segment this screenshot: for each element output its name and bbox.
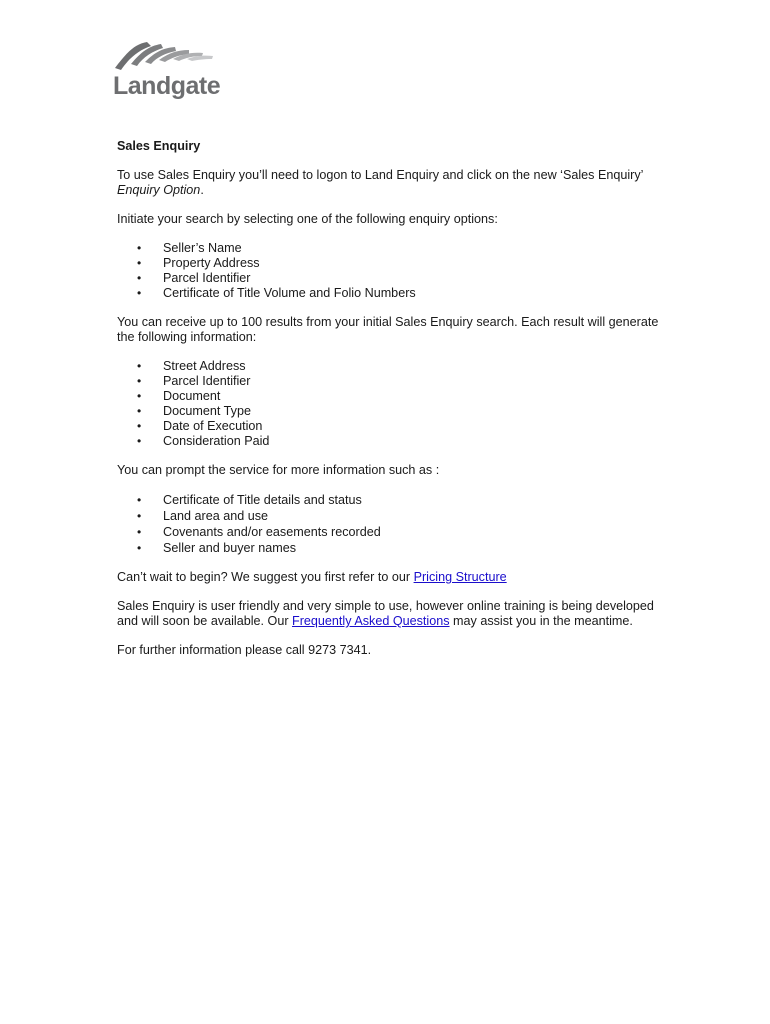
intro-paragraph bbox=[117, 168, 677, 198]
intro-emphasis: Enquiry Option bbox=[117, 183, 201, 197]
list-item: • Parcel Identifier bbox=[117, 374, 677, 389]
more-info-intro: You can prompt the service for more information such as : bbox=[117, 463, 440, 477]
training-text: Sales Enquiry is user friendly and very simple to use, however online training is being developed and will soon be available. Our bbox=[117, 599, 654, 628]
document-body bbox=[117, 139, 677, 658]
pricing-structure-link[interactable]: Pricing Structure bbox=[413, 570, 507, 584]
training-end: may assist you in the meantime. bbox=[449, 614, 633, 628]
search-intro: Initiate your search by selecting one of the following enquiry options: bbox=[117, 212, 498, 226]
list-item: • Covenants and/or easements recorded bbox=[117, 524, 677, 540]
result-fields-list bbox=[117, 359, 677, 449]
list-item: • Parcel Identifier bbox=[117, 271, 677, 286]
page-title: Sales Enquiry bbox=[117, 139, 201, 153]
training-paragraph bbox=[117, 599, 677, 629]
list-item: • Document bbox=[117, 389, 677, 404]
list-item: • Consideration Paid bbox=[117, 434, 677, 449]
search-options-list bbox=[117, 241, 677, 301]
more-info-list bbox=[117, 492, 677, 556]
list-item: • Date of Execution bbox=[117, 419, 677, 434]
list-item: • Seller and buyer names bbox=[117, 540, 677, 556]
list-item: • Land area and use bbox=[117, 508, 677, 524]
list-item: • Street Address bbox=[117, 359, 677, 374]
logo-wordmark: Landgate bbox=[113, 72, 221, 100]
contact-paragraph: For further information please call 9273 7341. bbox=[117, 643, 372, 657]
list-item: • Certificate of Title Volume and Folio Numbers bbox=[117, 286, 677, 301]
intro-end: . bbox=[200, 183, 204, 197]
results-intro: You can receive up to 100 results from your initial Sales Enquiry search. Each result will generate the following information: bbox=[117, 315, 659, 344]
faq-link[interactable]: Frequently Asked Questions bbox=[292, 614, 450, 628]
list-item: • Certificate of Title details and status bbox=[117, 492, 677, 508]
landgate-logo bbox=[113, 38, 233, 104]
list-item: • Seller’s Name bbox=[117, 241, 677, 256]
landgate-logo-mark bbox=[113, 38, 233, 72]
pricing-text: Can’t wait to begin? We suggest you first refer to our bbox=[117, 570, 414, 584]
pricing-paragraph bbox=[117, 570, 677, 585]
intro-text: To use Sales Enquiry you’ll need to logon to Land Enquiry and click on the new ‘Sales Enquiry’ bbox=[117, 168, 643, 182]
list-item: • Document Type bbox=[117, 404, 677, 419]
list-item: • Property Address bbox=[117, 256, 677, 271]
